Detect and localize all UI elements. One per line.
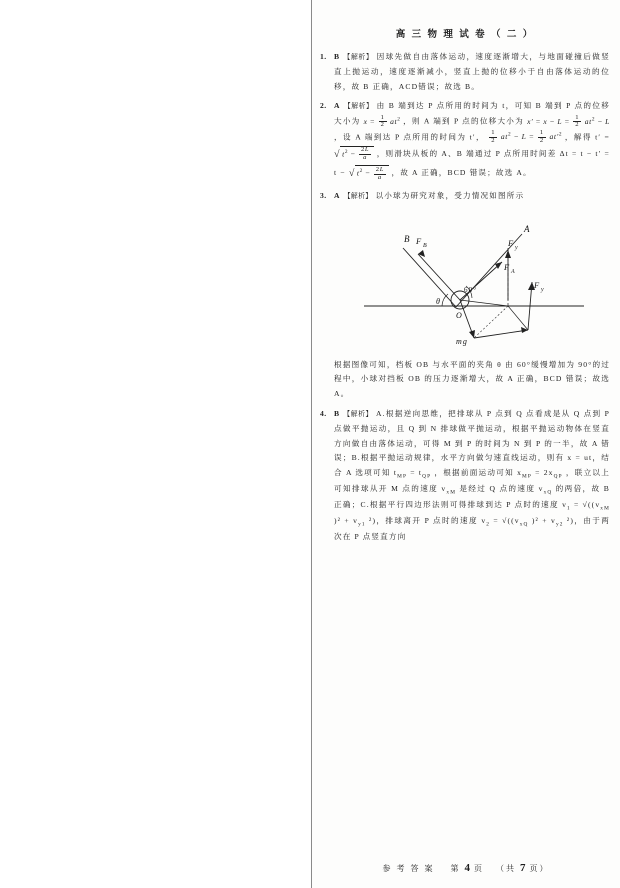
footer-total-unit: 页） bbox=[529, 864, 550, 873]
answer-item-1 bbox=[320, 50, 610, 94]
item-number-1: 1. bbox=[320, 52, 327, 61]
item-formula-2-3: $\frac{1}{2}$ $at^2 - L$ = $\frac{1}{2}$ $at'^2$ bbox=[491, 128, 563, 144]
sub-v1: 1 bbox=[567, 505, 571, 512]
svg-text:B: B bbox=[423, 242, 428, 249]
item-body-1 bbox=[334, 50, 610, 94]
footer-page-prefix: 第 bbox=[450, 864, 461, 873]
answer-item-4 bbox=[320, 407, 610, 544]
item-text-3-after: 根据图像可知，档板 OB 与水平面的夹角 θ 由 60°缓慢增加为 90°的过程中，小球对挡板 OB 的压力逐渐增大，故 A 正确，BCD 错误；故选 A。 bbox=[334, 359, 610, 399]
item-tag-4: 【解析】 bbox=[343, 411, 373, 419]
sub-QP-1: QP bbox=[422, 473, 432, 480]
answer-sheet bbox=[311, 0, 620, 888]
label-FA: F bbox=[504, 261, 511, 272]
item-body-2 bbox=[334, 99, 610, 183]
label-mg: mg bbox=[456, 336, 469, 346]
item-answer-2: A bbox=[334, 101, 341, 111]
sub-vxM: xM bbox=[600, 505, 610, 512]
item-answer-4: B bbox=[334, 409, 341, 419]
sub-vy1: y1 bbox=[358, 521, 366, 528]
item-formula-2-2: x′ = x − L = $\frac{1}{2}$ $at^2 - L$ bbox=[527, 113, 610, 129]
svg-text:y: y bbox=[515, 244, 519, 251]
sub-vy2: y2 bbox=[555, 521, 564, 528]
answer-item-3 bbox=[320, 189, 610, 402]
item-text-4m: ²)，由于两次在 P 点竖直方向 bbox=[334, 515, 610, 541]
page-title: 高 三 物 理 试 卷 （ 二 ） bbox=[395, 30, 535, 40]
item-text-4a: A.根据逆向思维，把排球从 P 点到 Q 点看成是从 Q 点到 P 点做平抛运动，且 Q 到 N 排球做平抛运动，根据平抛运动物体在竖直方向做自由落体运动，可得 M 到 P 的时间为 N 到 P 的一半，故 A 错误；B.根据平抛运动规律，水平方向做匀速直线运动，则有 x = ut，结合 A 选项可知 t bbox=[334, 409, 610, 478]
item-text-4g: 的两倍，故 B 正确；C.根据平行四边形法则可得排球到达 P 点时的速度 v bbox=[334, 484, 610, 509]
item-text-4l: )² + v bbox=[531, 515, 556, 525]
footer-page-number: 4 bbox=[464, 862, 470, 874]
item-text-1: 因球先做自由落体运动，速度逐渐增大，与地面碰撞后做竖直上抛运动，速度逐渐减小，竖直上抛的位移小于自由落体运动的位移，故 B 正确，ACD错误；故选 B。 bbox=[334, 52, 610, 91]
sub-MP-2: MP bbox=[522, 473, 532, 480]
force-diagram-svg bbox=[356, 208, 596, 356]
item-tag-1: 【解析】 bbox=[343, 54, 374, 61]
svg-text:A: A bbox=[511, 268, 516, 275]
item-body-3 bbox=[334, 189, 610, 402]
label-Fy-top: F bbox=[508, 237, 515, 248]
item-text-4f: 是经过 Q 点的速度 v bbox=[459, 484, 544, 494]
item-tag-3: 【解析】 bbox=[343, 192, 373, 200]
label-theta: θ bbox=[436, 296, 442, 306]
item-text-4k: = √((v bbox=[493, 515, 520, 525]
item-text-4b: = t bbox=[410, 468, 423, 478]
item-text-4c: ，根据前面运动可知 x bbox=[434, 468, 523, 478]
svg-text:y: y bbox=[541, 286, 545, 293]
label-FB: F bbox=[416, 235, 423, 246]
footer-total-prefix: （共 bbox=[496, 864, 516, 873]
label-Fy-bottom: F bbox=[534, 279, 541, 290]
sub-xQ: xQ bbox=[543, 489, 553, 496]
item-tag-2: 【解析】 bbox=[343, 103, 374, 111]
item-text-2a: 由 B 端到达 P 点所用的时间为 t，可知 B 端到 P 点的位移大小为 bbox=[334, 101, 610, 126]
footer-label: 参 考 答 案 bbox=[382, 864, 435, 873]
item-answer-1: B bbox=[334, 52, 341, 61]
item-formula-2-4: √ $t^2$ − $\frac{2L}{a}$ bbox=[334, 149, 377, 158]
item-text-4e: ，联立以上可知排球从开 M 点的速度 v bbox=[334, 468, 610, 494]
item-text-2b: ，则 A 端到 P 点的位移大小为 bbox=[403, 116, 528, 126]
item-text-2d: ，解得 t′ = bbox=[564, 132, 610, 142]
page-footer bbox=[312, 862, 620, 874]
footer-page-unit: 页 bbox=[474, 864, 484, 873]
item-number-2: 2. bbox=[320, 101, 327, 111]
sub-vxQ: xQ bbox=[519, 521, 529, 528]
label-A: A bbox=[524, 223, 531, 234]
item-text-2f: ，故 A 正确，BCD 错误；故选 A。 bbox=[391, 168, 532, 178]
answer-item-2 bbox=[320, 99, 610, 183]
label-O: O bbox=[456, 310, 463, 320]
force-diagram-figure bbox=[356, 208, 596, 356]
item-text-4h: = √((v bbox=[574, 499, 601, 509]
item-text-4i: )² + v bbox=[334, 515, 359, 525]
item-text-2e: ，则滑块从板的 A、B 端通过 P 点所用时间差 Δt = t − t′ = t − bbox=[334, 148, 610, 178]
item-text-4j: ²)，排球离开 P 点时的速度 v bbox=[369, 515, 487, 525]
footer-total-number: 7 bbox=[520, 862, 526, 874]
item-formula-2-5: √ $t^2$ − $\frac{2L}{a}$ bbox=[349, 168, 392, 177]
item-text-2c: ，设 A 端到达 P 点所用的时间为 t′， bbox=[334, 132, 485, 142]
sub-v2: 2 bbox=[486, 521, 491, 528]
label-B: B bbox=[404, 233, 411, 244]
item-formula-2-1: x = $\frac{1}{2}$ $at^2$ bbox=[363, 113, 401, 129]
item-text-3-intro: 以小球为研究对象，受力情况如图所示 bbox=[375, 190, 525, 200]
label-angle-60: 60° bbox=[464, 285, 478, 294]
sub-QP-2: QP bbox=[553, 473, 563, 480]
sub-xM: xM bbox=[446, 489, 457, 496]
item-text-4d: = 2x bbox=[535, 468, 554, 478]
item-answer-3: A bbox=[334, 190, 341, 200]
item-number-3: 3. bbox=[320, 190, 327, 200]
item-number-4: 4. bbox=[320, 409, 327, 419]
item-body-4 bbox=[334, 407, 610, 544]
sub-MP-1: MP bbox=[397, 473, 408, 480]
